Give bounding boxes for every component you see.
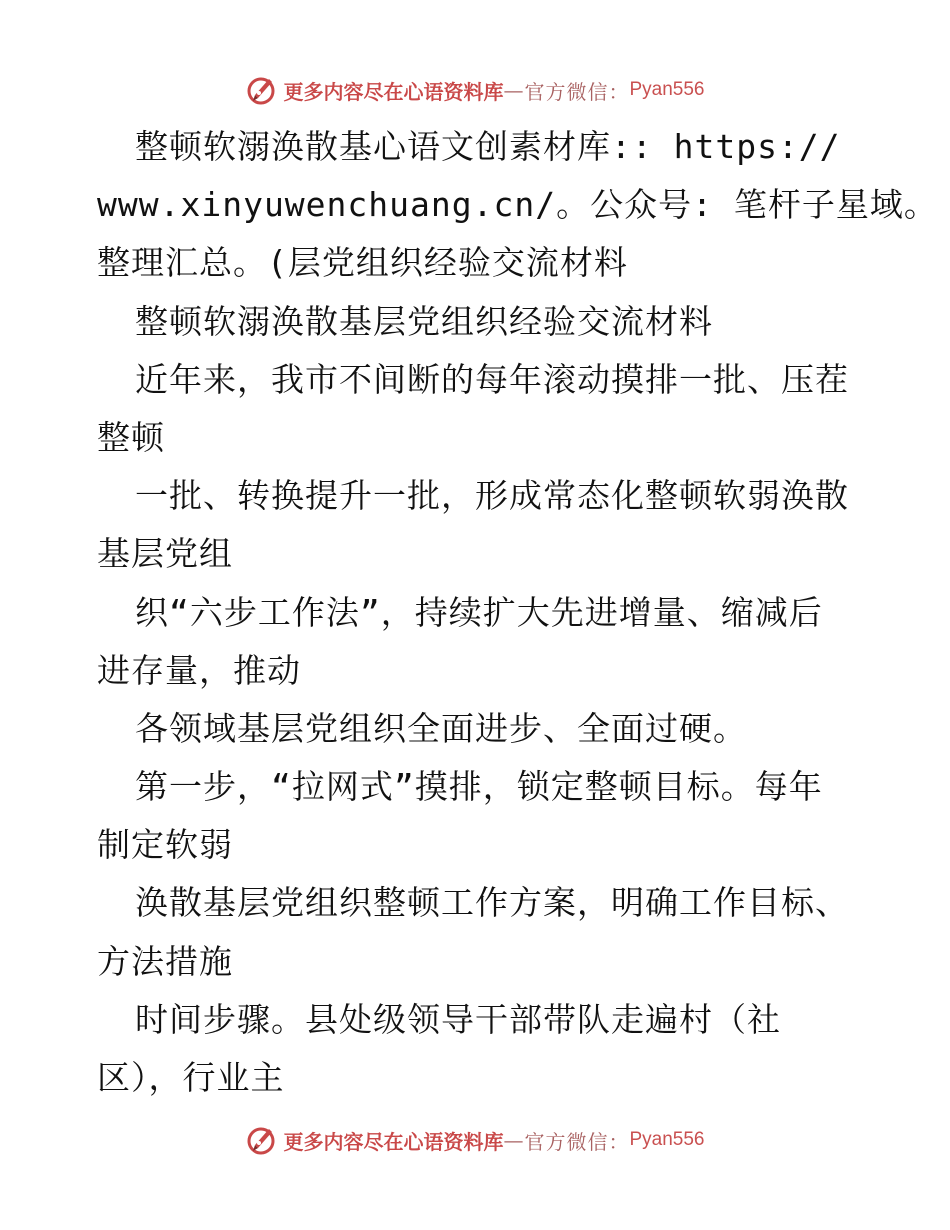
banner-main-text: 更多内容尽在心语资料库 [283, 1129, 504, 1154]
banner-dash: — [503, 1128, 525, 1152]
document-body [97, 118, 938, 1107]
banner-wechat-id: Pyan556 [629, 1129, 705, 1150]
text-line: www.xinyuwenchuang.cn/。公众号: 笔杆子星域。 [97, 185, 938, 225]
text-line: 整顿软溺涣散基层党组织经验交流材料 [135, 301, 713, 341]
quill-seal-icon [245, 1123, 279, 1157]
text-line: 一批、转换提升一批，形成常态化整顿软弱涣散 [135, 476, 849, 516]
text-line: 方法措施 [97, 941, 233, 981]
banner-sub-text: 官方微信： [524, 1129, 630, 1154]
header-banner [0, 70, 950, 110]
text-line: 进存量，推动 [97, 650, 301, 690]
quill-seal-icon [245, 73, 279, 107]
text-line: 整顿 [97, 417, 165, 457]
text-line: 织“六步工作法”，持续扩大先进增量、缩减后 [135, 592, 823, 632]
footer-banner [0, 1120, 950, 1160]
banner-main-text: 更多内容尽在心语资料库 [283, 79, 504, 104]
text-line: 近年来，我市不间断的每年滚动摸排一批、压茬 [135, 359, 849, 399]
text-line: 整理汇总。(层党组织经验交流材料 [97, 243, 628, 283]
text-line: 区），行业主 [97, 1058, 285, 1097]
banner-dash: — [503, 78, 525, 102]
text-line: 第一步，“拉网式”摸排，锁定整顿目标。每年 [135, 767, 823, 807]
text-line: 各领域基层党组织全面进步、全面过硬。 [135, 708, 747, 748]
text-line: 制定软弱 [97, 825, 233, 865]
text-line: 时间步骤。县处级领导干部带队走遍村（社 [135, 999, 781, 1039]
text-line: 整顿软溺涣散基心语文创素材库:: https:// [135, 127, 841, 166]
text-line: 涣散基层党组织整顿工作方案，明确工作目标、 [135, 883, 849, 923]
banner-sub-text: 官方微信： [524, 79, 630, 104]
banner-wechat-id: Pyan556 [629, 79, 705, 100]
text-line: 基层党组 [97, 534, 233, 574]
